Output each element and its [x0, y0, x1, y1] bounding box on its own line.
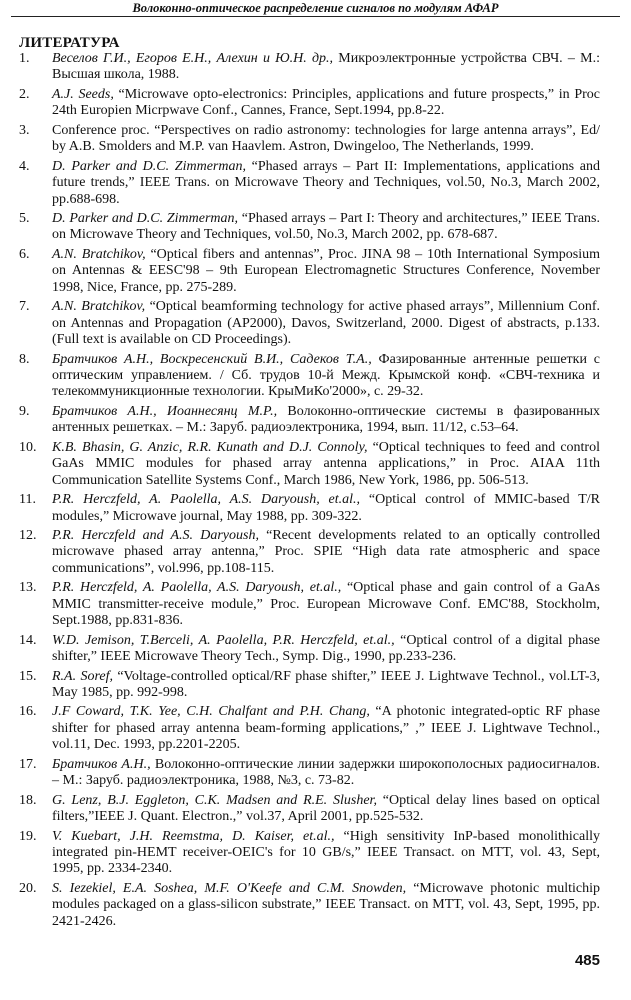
section-title: ЛИТЕРАТУРА — [19, 35, 120, 51]
reference-authors: A.N. Bratchikov, — [52, 299, 146, 315]
reference-item — [19, 528, 600, 577]
reference-number: 16. — [19, 704, 37, 720]
reference-authors: P.R. Herczfeld, A. Paolella, A.S. Daryoush, et.al., — [52, 580, 342, 596]
reference-number: 4. — [19, 158, 30, 174]
reference-item — [19, 793, 600, 826]
running-header: Волоконно-оптическое распределение сигналов по модулям АФАР — [11, 0, 620, 17]
reference-text: “Optical control of MMIC-based T/R modules,” Microwave journal, May 1988, pp. 309-322. — [52, 492, 601, 524]
reference-text: Фазированные антенные решетки с оптическим управлением. / Сб. трудов 10-й Межд. Крымской конф. «СВЧ-техника и телекоммуникционные технологии. КрыМиКо'2000», с. 29-32. — [52, 351, 600, 400]
reference-text: “Microwave opto-electronics: Principles, applications and future prospects,” in Proc 24th Europien Micrpwave Conf., Cannes, France, Sept.1994, pp.8-22. — [52, 86, 600, 119]
reference-text: “Optical delay lines based on optical filters,”IEEE J. Quant. Electron.,” vol.37, April 2001, pp.525-532. — [52, 792, 601, 825]
reference-authors: D. Parker and D.C. Zimmerman, — [52, 158, 246, 174]
reference-number: 20. — [19, 880, 37, 896]
reference-item — [19, 881, 600, 930]
reference-item — [19, 211, 600, 244]
reference-number: 6. — [19, 246, 30, 262]
reference-number: 12. — [19, 528, 37, 543]
reference-text: “Optical beamforming technology for active phased arrays”, Millennium Conf. on Antennas and Propagation (AP2000), Davos, Switzerland, 2000. Digest of abstracts, p.133. (Full text is available on CD Proceedings). — [52, 299, 600, 348]
reference-text: “Optical control of a digital phase shifter,” IEEE Microwave Theory Tech., Symp. Dig., 1990, pp.233-236. — [52, 632, 600, 665]
reference-item — [19, 123, 600, 156]
reference-authors: K.B. Bhasin, G. Anzic, R.R. Kunath and D.J. Connoly, — [52, 439, 368, 455]
reference-text: “Voltage-controlled optical/RF phase shifter,” IEEE J. Lightwave Technol., vol.LT-3, May 1985, pp. 992-998. — [52, 668, 600, 700]
reference-text: “Optical phase and gain control of a GaAs MMIC transmitter-receive module,” Proc. European Microwave Conf. EMC'88, Stockholm, Sept.1988, pp.831-836. — [52, 580, 601, 629]
reference-item — [19, 580, 600, 629]
reference-authors: J.F Coward, T.K. Yee, C.H. Chalfant and P.H. Chang, — [52, 704, 370, 720]
reference-text: Волоконно-оптические системы в фазированных антенных решетках. – М.: Заруб. радиоэлектроника, 1994, вып. 11/12, с.53–64. — [52, 403, 601, 436]
reference-item — [19, 757, 600, 790]
reference-number: 8. — [19, 351, 30, 367]
reference-number: 15. — [19, 668, 37, 684]
reference-text: “Phased arrays – Part I: Theory and architectures,” IEEE Trans. on Microwave Theory and Techniques, vol.50, No.3, March 2002, pp. 678-687. — [52, 211, 601, 243]
reference-text: “A photonic integrated-optic RF phase shifter for phased array antenna beam-forming applications,” ,” IEEE J. Lightwave Technol., vol.11, Dec. 1993, pp.2201-2205. — [52, 704, 600, 753]
reference-item — [19, 440, 600, 489]
reference-item — [19, 404, 600, 437]
reference-authors: P.R. Herczfeld, A. Paolella, A.S. Daryoush, et.al., — [52, 492, 361, 508]
reference-authors: A.N. Bratchikov, — [52, 246, 146, 262]
reference-number: 13. — [19, 580, 37, 596]
reference-authors: R.A. Soref, — [52, 668, 113, 684]
reference-number: 3. — [19, 122, 30, 138]
reference-authors: Братчиков А.Н., Воскресенский В.И., Садеков Т.А., — [52, 351, 372, 367]
reference-number: 14. — [19, 632, 37, 648]
reference-authors: Веселов Г.И., Егоров Е.Н., Алехин и Ю.Н. др., — [52, 51, 334, 66]
reference-authors: G. Lenz, B.J. Eggleton, C.K. Madsen and R.E. Slusher, — [52, 792, 377, 808]
reference-authors: P.R. Herczfeld and A.S. Daryoush, — [52, 528, 259, 543]
reference-number: 19. — [19, 828, 37, 844]
reference-authors: S. Iezekiel, E.A. Soshea, M.F. O'Keefe and C.M. Snowden, — [52, 880, 407, 896]
reference-item — [19, 704, 600, 753]
reference-number: 10. — [19, 439, 37, 455]
reference-authors: A.J. Seeds, — [52, 86, 114, 102]
reference-number: 1. — [19, 51, 30, 66]
page-number: 485 — [574, 952, 600, 969]
reference-authors: W.D. Jemison, T.Berceli, A. Paolella, P.R. Herczfeld, et.al., — [52, 632, 395, 648]
reference-list — [19, 51, 600, 933]
reference-item — [19, 492, 600, 525]
reference-number: 5. — [19, 211, 30, 227]
reference-number: 11. — [19, 492, 36, 508]
reference-text: Conference proc. “Perspectives on radio astronomy: technologies for large antenna arrays”, Ed/ by A.B. Smolders and M.P. van Haavlem. Astron, Dwingeloo, The Netherlands, 1999. — [52, 122, 600, 155]
reference-item — [19, 352, 600, 401]
reference-item — [19, 51, 600, 84]
reference-number: 2. — [19, 86, 30, 102]
reference-text: “Microwave photonic multichip modules packaged on a glass-silicon substrate,” IEEE Transact. on MTT, vol. 43, Sept, 1995, pp. 2421-2426. — [52, 880, 600, 929]
reference-item — [19, 247, 600, 296]
reference-item — [19, 299, 600, 348]
reference-text: Волоконно-оптические линии задержки широкополосных радиосигналов. – М.: Заруб. радиоэлектроника, 1988, №3, с. 73-82. — [52, 756, 600, 789]
reference-authors: Братчиков А.Н., Иоаннесянц М.Р., — [52, 403, 278, 419]
reference-item — [19, 829, 600, 878]
reference-authors: V. Kuebart, J.H. Reemstma, D. Kaiser, et.al., — [52, 828, 335, 844]
reference-item — [19, 87, 600, 120]
reference-item — [19, 669, 600, 702]
reference-item — [19, 159, 600, 208]
reference-number: 7. — [19, 299, 30, 315]
reference-number: 18. — [19, 792, 37, 808]
reference-text: “Recent developments related to an optically controlled microwave phased array antenna,” Proc. SPIE “High data rate atmospheric and space communications”, vol.996, pp.108-115. — [52, 528, 600, 576]
reference-authors: Братчиков А.Н., — [52, 756, 151, 772]
reference-text: “Optical fibers and antennas”, Proc. JINA 98 – 10th International Symposium on Antennas & EESC'98 – 9th European Electromagnetic Structures Conference, November 1998, Nice, France, pp. 275-289. — [52, 246, 600, 295]
reference-text: Микроэлектронные устройства СВЧ. – М.: Высшая школа, 1988. — [52, 51, 600, 83]
reference-item — [19, 633, 600, 666]
reference-text: “High sensitivity InP-based monolithically integrated pin-HEMT receiver-OEIC's for 10 GB/s,” IEEE Transact. on MTT, vol. 43, Sept, 1995, pp. 2334-2340. — [52, 828, 601, 877]
reference-number: 9. — [19, 403, 30, 419]
reference-text: “Phased arrays – Part II: Implementations, applications and future trends,” IEEE Trans. on Microwave Theory and Techniques, vol.50, No.3, March 2002, pp.688-698. — [52, 158, 600, 207]
reference-text: “Optical techniques to feed and control GaAs MMIC modules for phased array antenna applications,” in Proc. AIAA 11th Communication Satellite Systems Conf., March 1986, New York, 1986, pp. 506-513. — [52, 439, 600, 488]
reference-number: 17. — [19, 756, 37, 772]
reference-authors: D. Parker and D.C. Zimmerman, — [52, 211, 239, 227]
